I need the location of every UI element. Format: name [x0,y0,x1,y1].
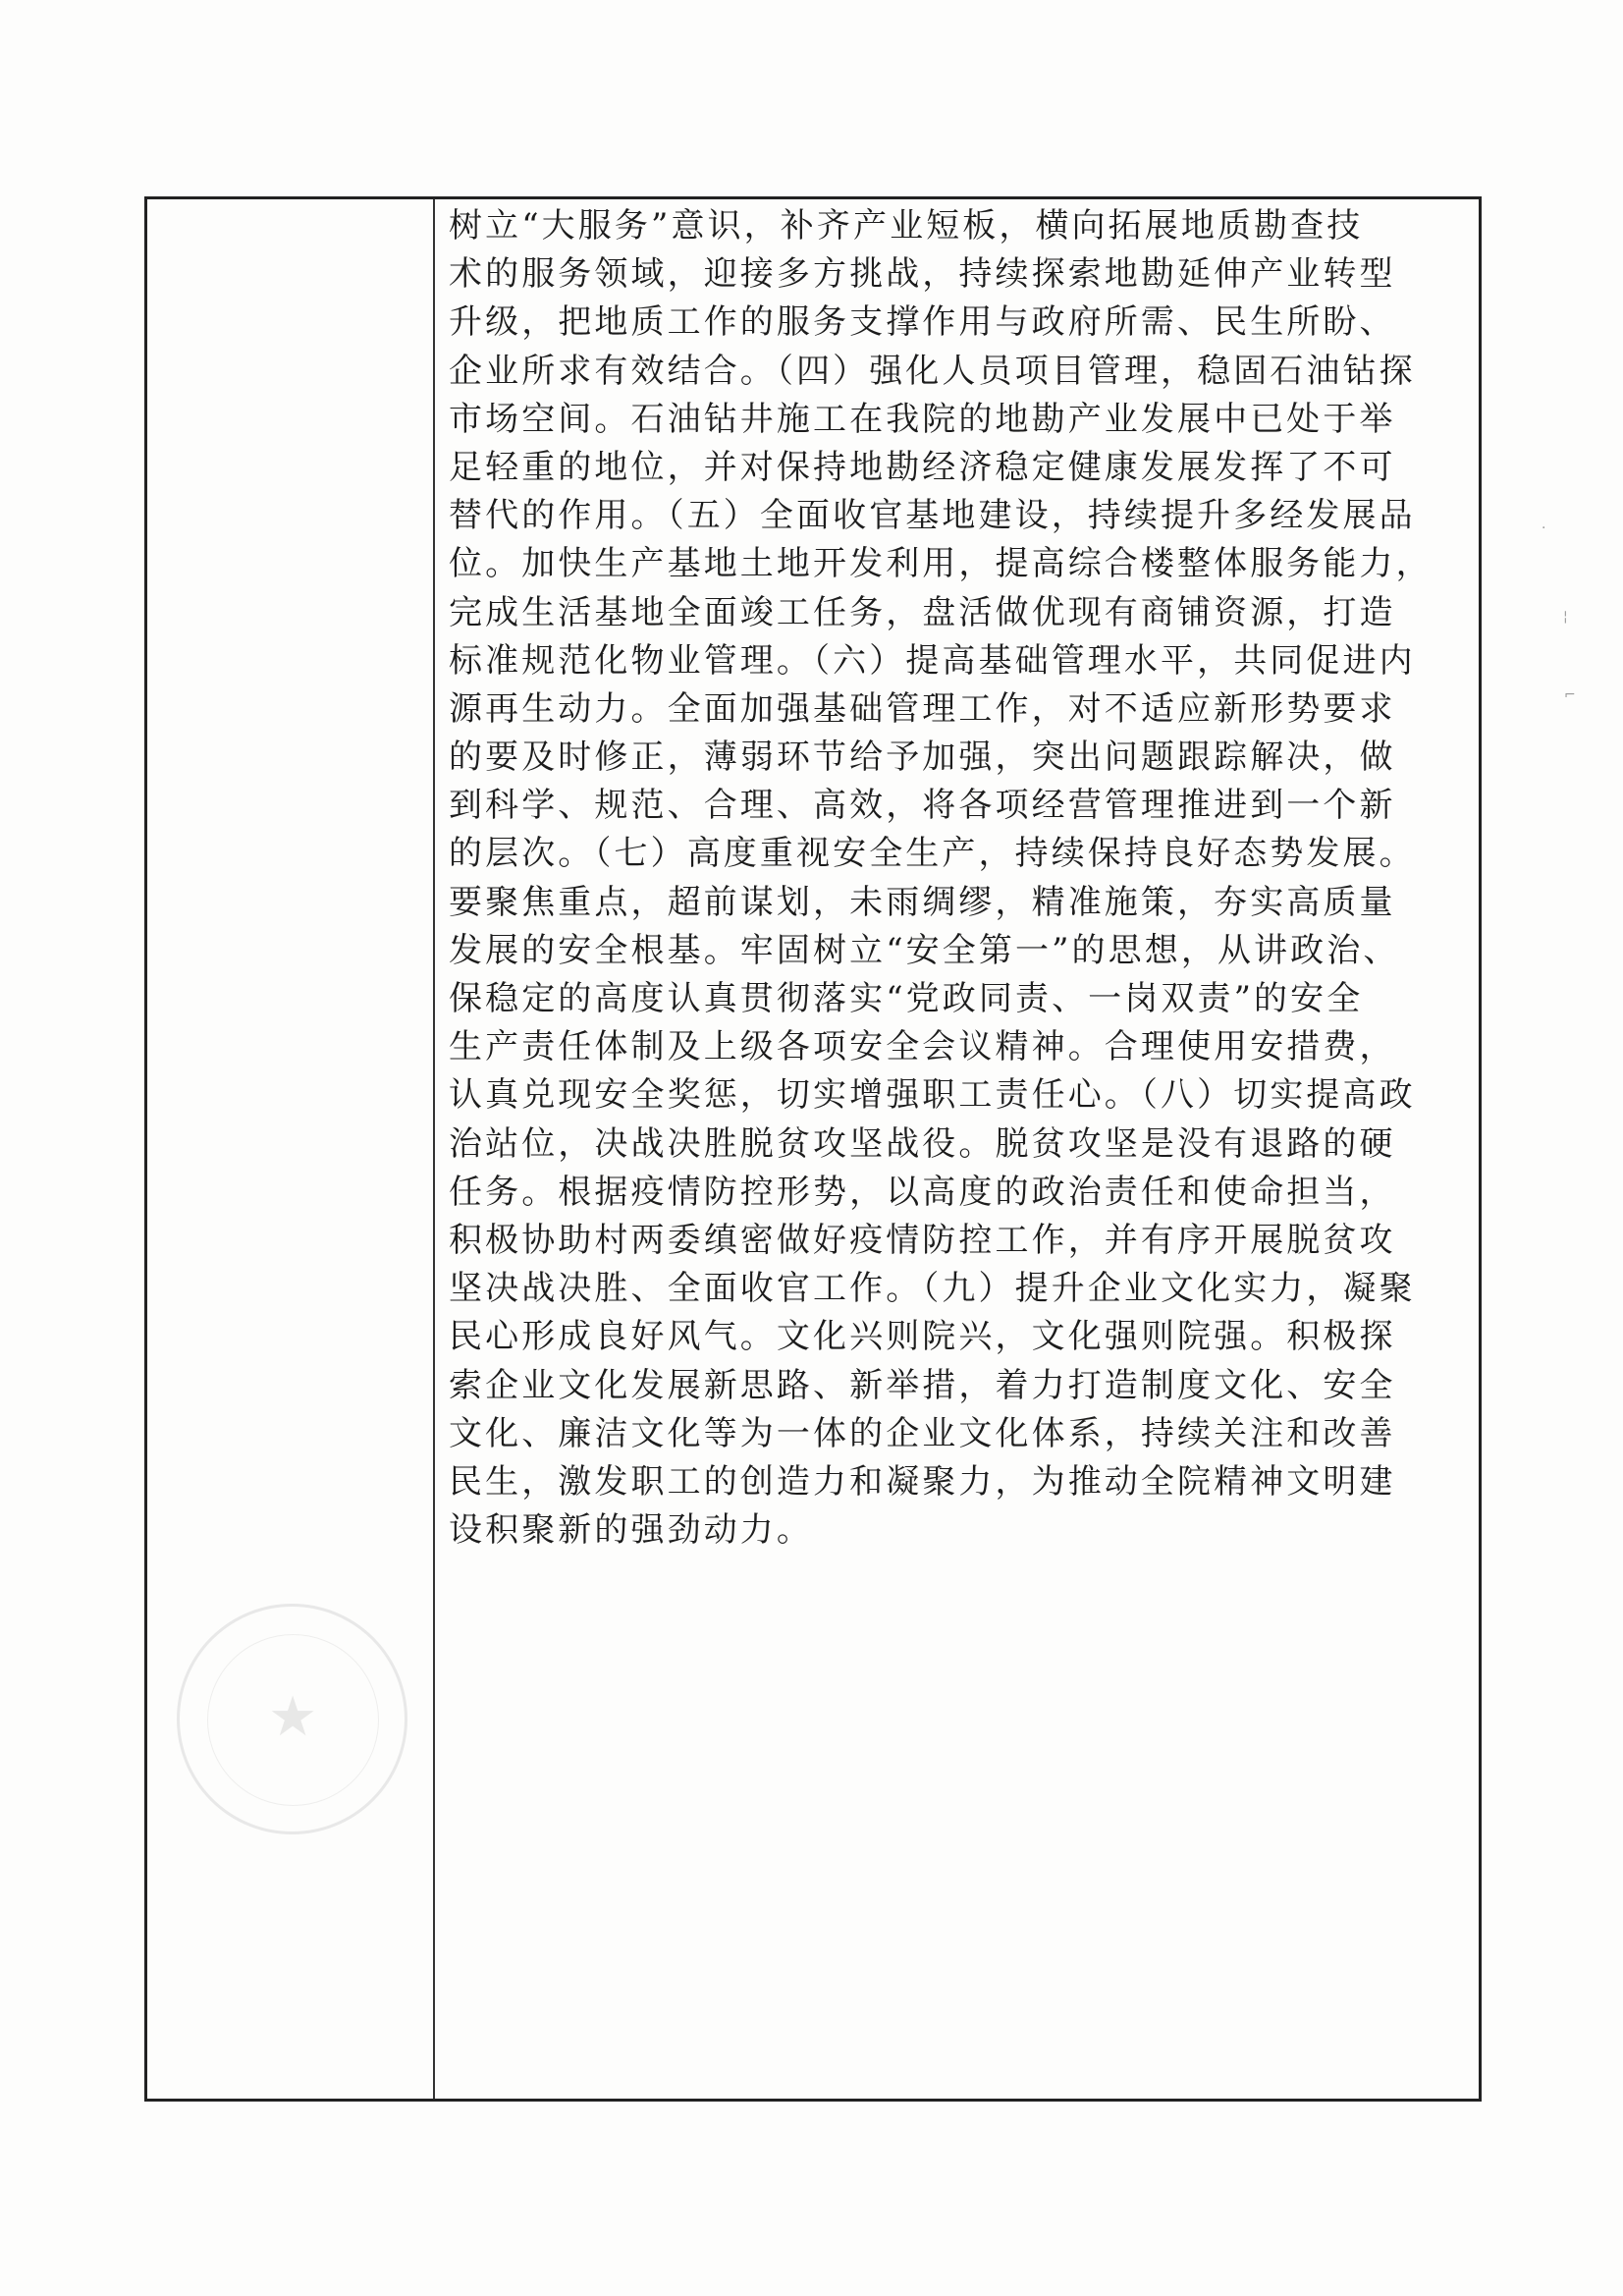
text-line: 源再生动力。全面加强基础管理工作，对不适应新形势要求 [449,688,1396,729]
text-line: 树立“大服务”意识，补齐产业短板，横向拓展地质勘查技 [449,206,1364,246]
text-line: 市场空间。石油钻井施工在我院的地勘产业发展中已处于举 [449,399,1396,439]
text-line: 替代的作用。（五）全面收官基地建设，持续提升多经发展品 [449,496,1416,536]
text-line: 文化、廉洁文化等为一体的企业文化体系，持续关注和改善 [449,1413,1396,1453]
text-line: 升级，把地质工作的服务支撑作用与政府所需、民生所盼、 [449,302,1396,343]
text-line: 发展的安全根基。牢固树立“安全第一”的思想，从讲政治、 [449,930,1400,970]
text-line: 民心形成良好风气。文化兴则院兴，文化强则院强。积极探 [449,1317,1396,1357]
text-line: 位。加快生产基地土地开发利用，提高综合楼整体服务能力， [449,544,1433,584]
text-line: 民生，激发职工的创造力和凝聚力，为推动全院精神文明建 [449,1461,1396,1502]
text-line: 足轻重的地位，并对保持地勘经济稳定健康发展发挥了不可 [449,447,1396,487]
text-line: 保稳定的高度认真贯彻落实“党政同责、一岗双责”的安全 [449,979,1364,1018]
text-line: 要聚焦重点，超前谋划，未雨绸缪，精准施策，夯实高质量 [449,882,1396,922]
text-line: 的层次。（七）高度重视安全生产，持续保持良好态势发展。 [449,834,1416,874]
stamp-star-icon: ★ [268,1685,318,1749]
text-line: 的要及时修正，薄弱环节给予加强，突出问题跟踪解决，做 [449,738,1396,778]
content-cell [435,199,1479,2099]
faded-stamp-seal [177,1604,407,1834]
text-line: 设积聚新的强劲动力。 [449,1510,813,1551]
text-line: 到科学、规范、合理、高效，将各项经营管理推进到一个新 [449,786,1396,826]
text-line: 索企业文化发展新思路、新举措，着力打造制度文化、安全 [449,1365,1396,1405]
text-line: 生产责任体制及上级各项安全会议精神。合理使用安措费， [449,1027,1396,1067]
scan-speck: · [1542,520,1546,536]
text-line: 任务。根据疫情防控形势，以高度的政治责任和使命担当， [449,1172,1396,1212]
text-line: 坚决战决胜、全面收官工作。（九）提升企业文化实力，凝聚 [449,1269,1416,1309]
text-line: 认真兑现安全奖惩，切实增强职工责任心。（八）切实提高政 [449,1075,1416,1116]
text-line: 完成生活基地全面竣工任务，盘活做优现有商铺资源，打造 [449,592,1396,632]
scan-speck: ¦ [1563,609,1568,625]
text-line: 企业所求有效结合。（四）强化人员项目管理，稳固石油钻探 [449,351,1416,391]
text-line: 积极协助村两委缜密做好疫情防控工作，并有序开展脱贫攻 [449,1220,1396,1260]
text-line: 标准规范化物业管理。（六）提高基础管理水平，共同促进内 [449,640,1416,681]
text-line: 治站位，决战决胜脱贫攻坚战役。脱贫攻坚是没有退路的硬 [449,1123,1396,1164]
label-cell [147,199,435,2099]
text-line: 术的服务领域，迎接多方挑战，持续探索地勘延伸产业转型 [449,254,1396,295]
scan-speck: ⌐ [1564,687,1576,703]
form-table [144,196,1482,2102]
